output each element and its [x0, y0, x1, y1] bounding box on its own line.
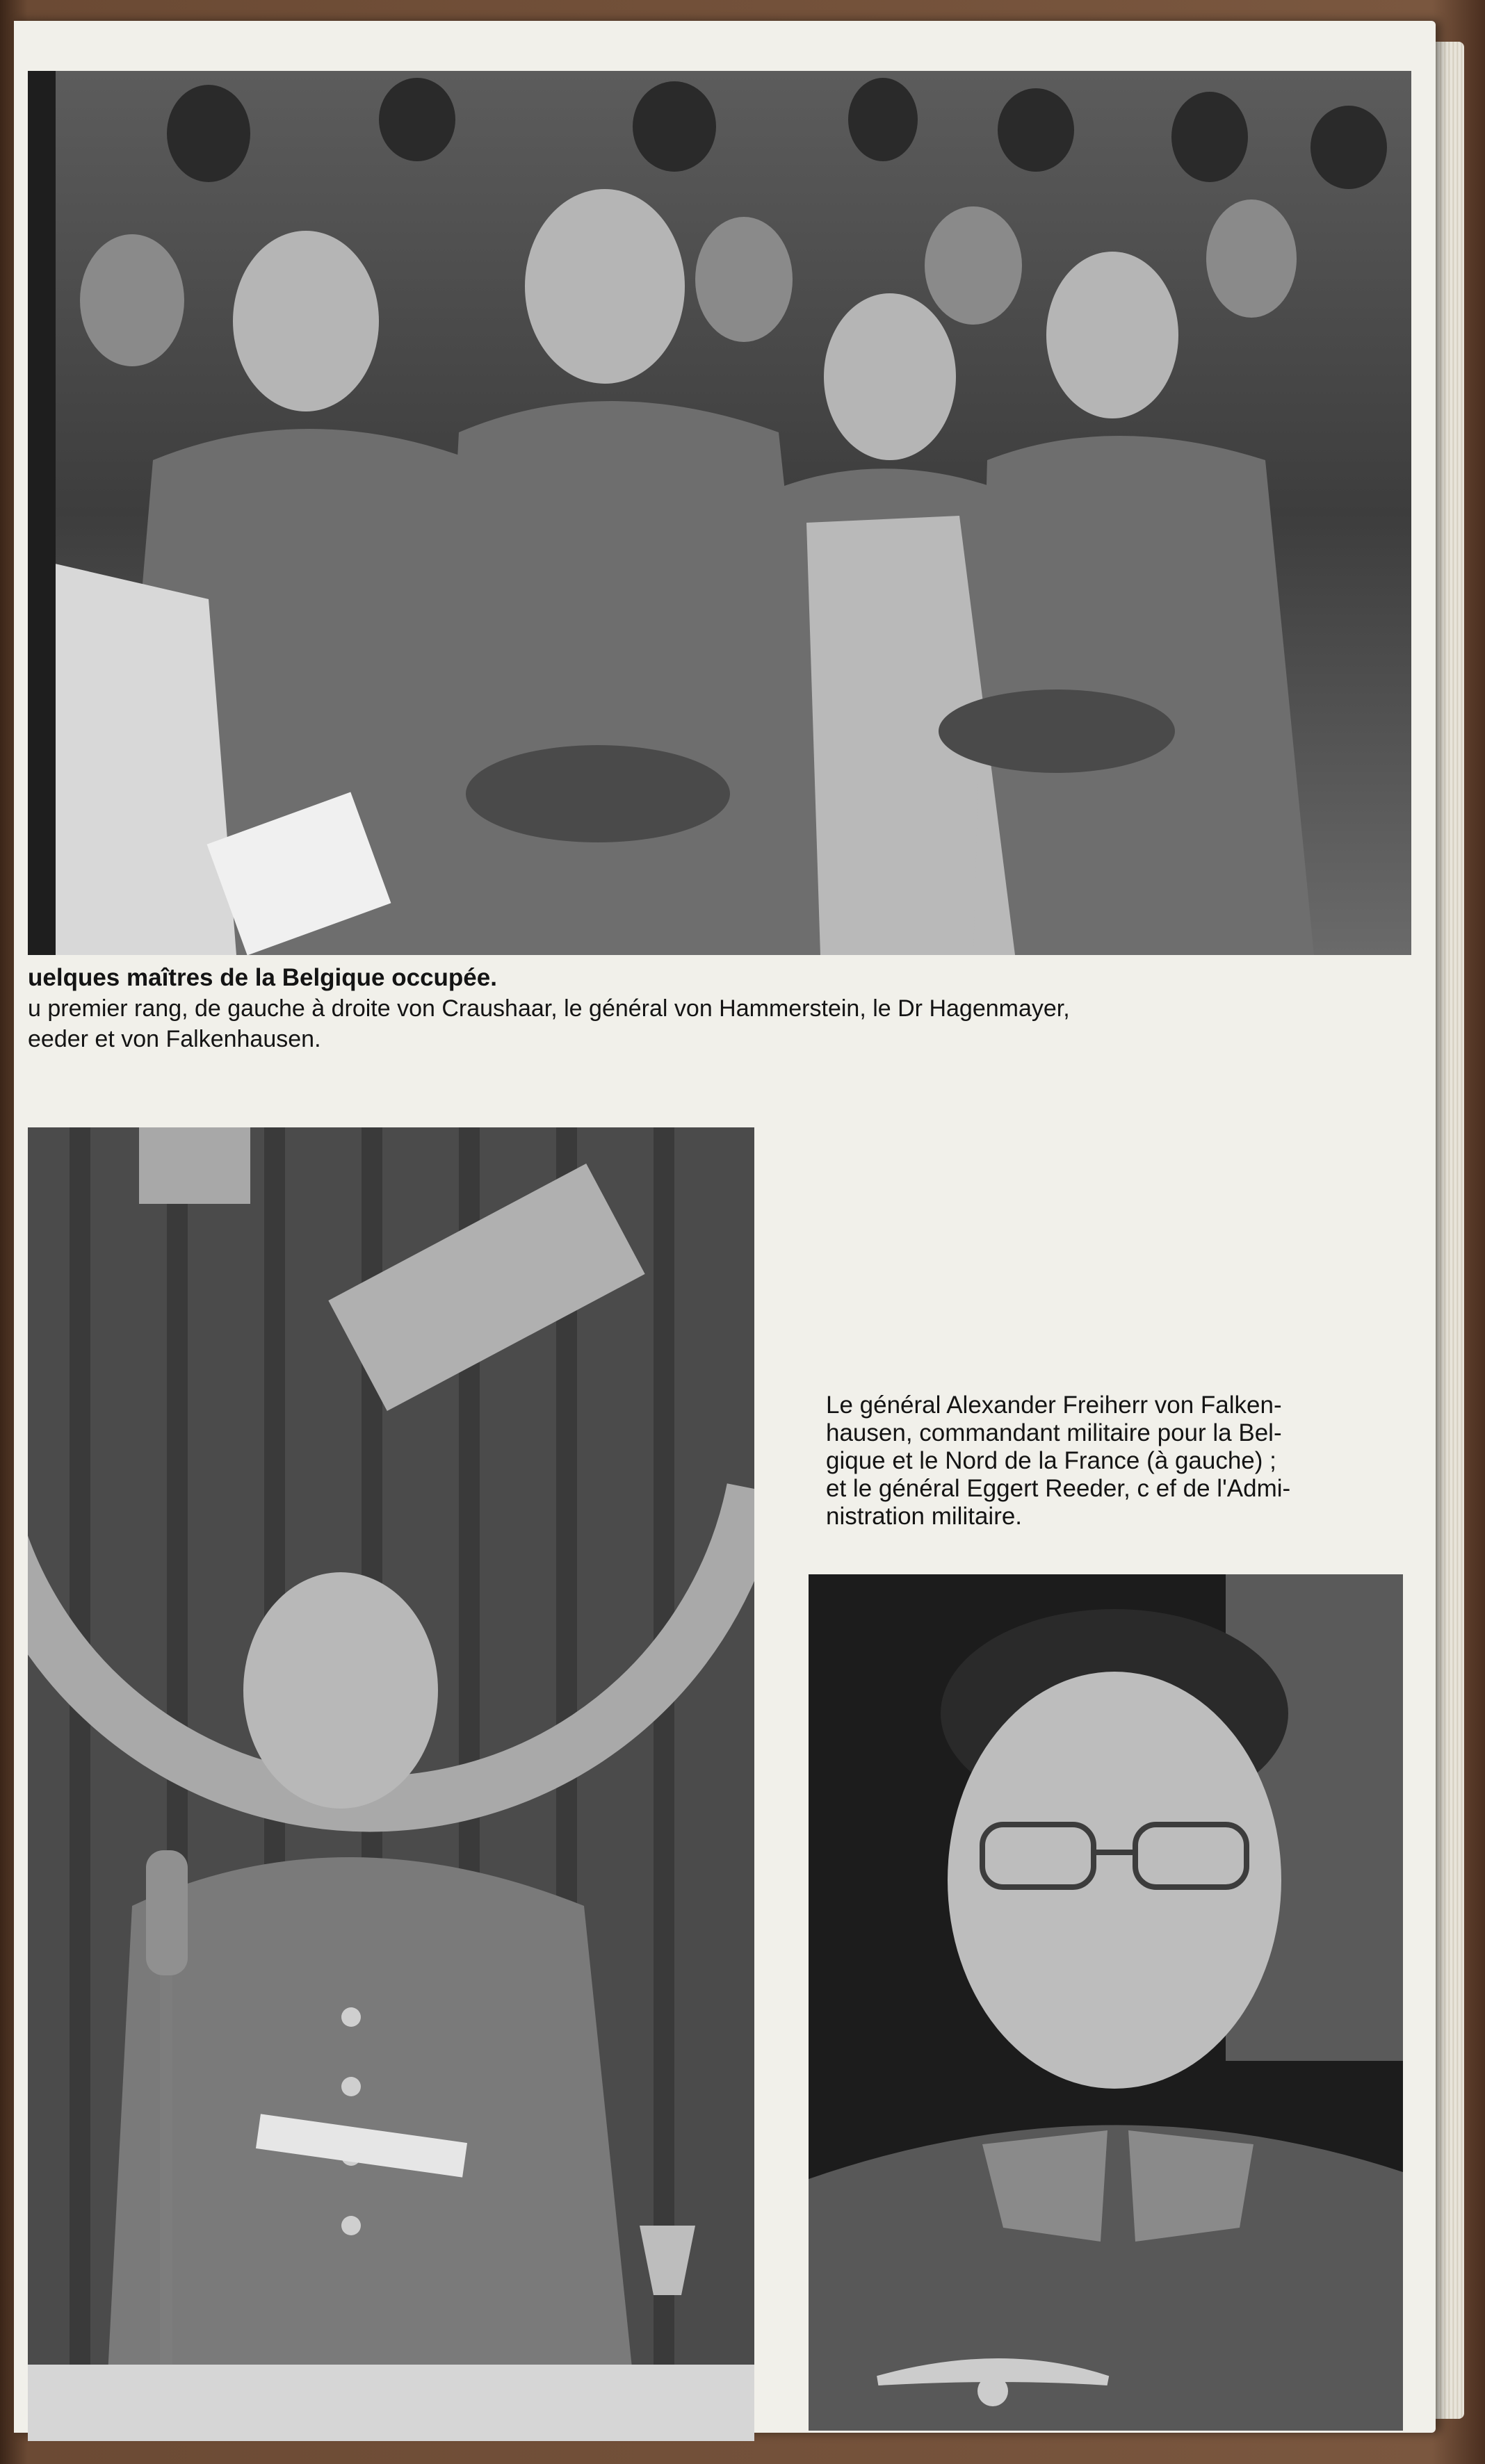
- caption-line: et le général Eggert Reeder, c ef de l'Admi-: [826, 1475, 1291, 1502]
- caption-line: u premier rang, de gauche à droite von Craushaar, le général von Hammerstein, le Dr Hagenmayer,: [28, 995, 1070, 1022]
- caption-line: hausen, commandant militaire pour la Bel-: [826, 1419, 1282, 1446]
- caption-line: Le général Alexander Freiherr von Falken-: [826, 1392, 1282, 1419]
- group-photo-officers: [28, 71, 1411, 955]
- caption-heading: uelques maîtres de la Belgique occupée.: [28, 964, 497, 991]
- group-photo-image: [28, 71, 1411, 955]
- page-edges: [1434, 42, 1464, 2419]
- portrait-photo-image: [809, 1574, 1403, 2431]
- portrait-speaker-photo: [28, 1127, 754, 2441]
- caption-line: eeder et von Falkenhausen.: [28, 1026, 321, 1052]
- book-page: [14, 21, 1436, 2433]
- group-photo-caption: [28, 963, 1411, 1054]
- speaker-photo-image: [28, 1127, 754, 2441]
- portraits-caption: [826, 1392, 1410, 1531]
- portrait-officer-photo: [809, 1574, 1403, 2431]
- caption-line: gique et le Nord de la France (à gauche) ;: [826, 1447, 1276, 1474]
- caption-line: nistration militaire.: [826, 1503, 1023, 1530]
